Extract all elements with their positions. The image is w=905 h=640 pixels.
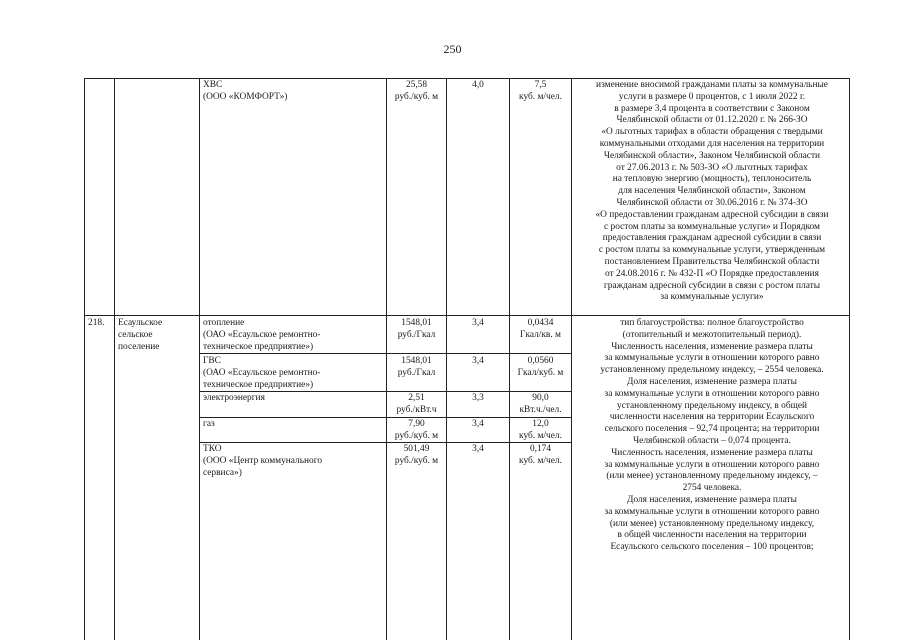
norm-value: 0,0560 Гкал/куб. м xyxy=(517,356,564,378)
column-line xyxy=(114,78,115,640)
tariff-value: 501,49 руб./куб. м xyxy=(394,444,439,466)
service-name: электроэнергия xyxy=(203,393,265,403)
index-value: 4,0 xyxy=(472,80,484,90)
tariff-value: 1548,01 руб./Гкал xyxy=(397,356,436,378)
settlement-name: Есаульское сельское поселение xyxy=(118,318,163,352)
tariff-value: 1548,01 руб./Гкал xyxy=(397,318,436,340)
tariff-value: 7,90 руб./куб. м xyxy=(394,419,439,441)
page-number: 250 xyxy=(443,42,462,56)
index-value: 3,4 xyxy=(472,356,484,366)
index-value: 3,4 xyxy=(472,318,484,328)
norm-value: 12,0 куб. м/чел. xyxy=(519,419,562,441)
column-line xyxy=(571,78,572,640)
row-line xyxy=(84,315,850,316)
row-line xyxy=(84,78,850,79)
norm-value: 0,174 куб. м/чел. xyxy=(519,444,562,466)
service-name: газ xyxy=(203,419,215,429)
index-value: 3,4 xyxy=(472,444,484,454)
row-number: 218. xyxy=(88,318,105,328)
service-name: ТКО (ООО «Центр коммунального сервиса») xyxy=(203,444,323,478)
norm-value: 0,0434 Гкал/кв. м xyxy=(520,318,561,340)
column-line xyxy=(199,78,200,640)
index-value: 3,4 xyxy=(472,419,484,429)
row-note: изменение вносимой гражданами платы за коммунальные услуги в размере 0 процентов, с 1 июля 2022 г. в размере 3,4 процента в соответствии с Законом Челябинской области от 01.12.2020 г. № 266-ЗО «О льготных тарифах в области обращения с твердыми коммунальными отходами для населения на территории Челябинской области», Законом Челябинской области от 27.06.2013 г. № 503-ЗО «О льготных тарифах на тепловую энергию (мощность), теплоноситель для населения Челябинской области», Законом Челябинской области от 30.06.2016 г. № 374-ЗО «О предоставлении гражданам адресной субсидии в связи с ростом платы за коммунальные услуги» и Порядком предоставления гражданам адресной субсидии в связи с ростом платы за коммунальные услуги, утвержденным постановлением Правительства Челябинской области от 24.08.2016 г. № 432-П «О Порядке предоставления гражданам адресной субсидии в связи с ростом платы за коммунальные услуги» xyxy=(595,80,829,303)
column-line xyxy=(84,78,85,640)
index-value: 3,3 xyxy=(472,393,484,403)
service-name: ГВС (ОАО «Есаульское ремонтно- техническое предприятие») xyxy=(203,356,321,390)
tariff-value: 25,58 руб./куб. м xyxy=(394,80,439,102)
service-name: ХВС (ООО «КОМФОРТ») xyxy=(203,80,288,102)
tariff-table xyxy=(84,78,850,640)
norm-value: 7,5 куб. м/чел. xyxy=(519,80,562,102)
service-name: отопление (ОАО «Есаульское ремонтно- техническое предприятие») xyxy=(203,318,321,352)
row-note: тип благоустройства: полное благоустройство (отопительный и межотопительный период). Численность населения, изменение размера платы за коммунальные услуги в отношении которого равно установленному предельному индексу, – 2554 человека. Доля населения, изменение размера платы за коммунальные услуги в отношении которого равно установленному предельному индексу, в общей численности населения на территории Есаульского сельского поселения – 92,74 процента; на территории Челябинской области – 0,074 процента. Численность населения, изменение размера платы за коммунальные услуги в отношении которого равно (или менее) установленному предельному индексу, – 2754 человека. Доля населения, изменение размера платы за коммунальные услуги в отношении которого равно (или менее) установленному предельному индексу, в общей численности населения на территории Есаульского сельского поселения – 100 процентов; xyxy=(600,318,824,553)
tariff-value: 2,51 руб./кВт.ч xyxy=(396,393,437,415)
row-line xyxy=(199,417,571,418)
norm-value: 90,0 кВт.ч./чел. xyxy=(519,393,562,415)
